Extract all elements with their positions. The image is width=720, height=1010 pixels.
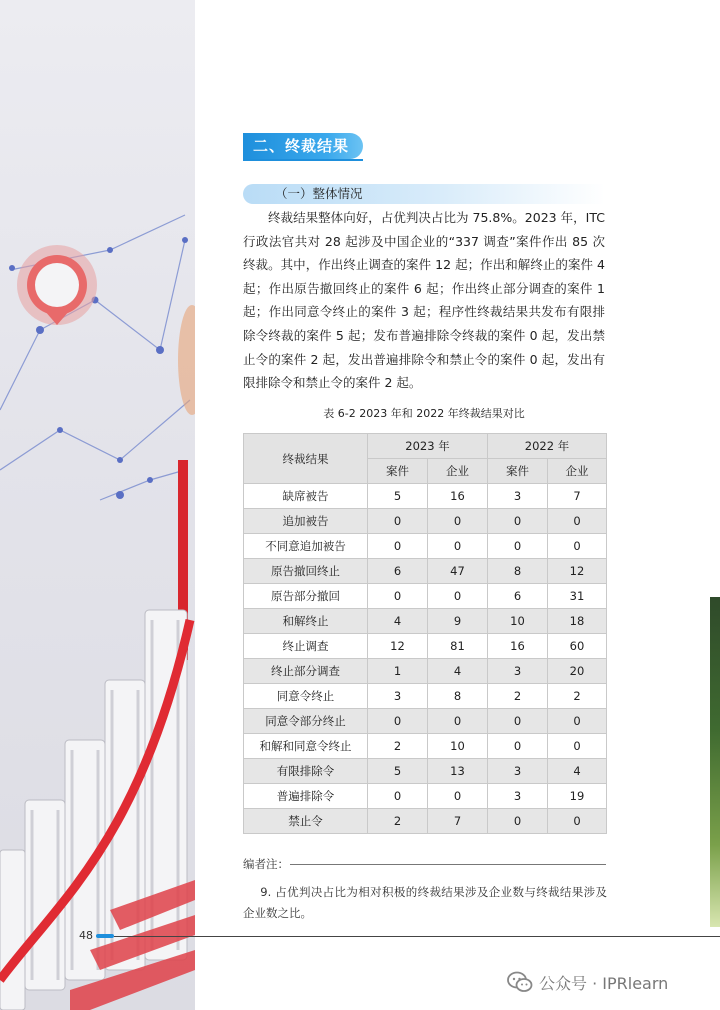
cell-2023-enterprises: 0 [428, 509, 488, 534]
row-label: 追加被告 [244, 509, 368, 534]
table-row [244, 584, 607, 609]
row-label: 不同意追加被告 [244, 534, 368, 559]
table-caption: 表 6-2 2023 年和 2022 年终裁结果对比 [323, 407, 525, 420]
cell-2022-enterprises: 4 [548, 759, 607, 784]
cell-2023-cases: 0 [368, 509, 428, 534]
cell-2022-cases: 0 [488, 734, 548, 759]
subheader-2022-enterprises: 企业 [548, 459, 607, 484]
cell-2023-cases: 0 [368, 534, 428, 559]
column-header-year-2023: 2023 年 [368, 434, 488, 459]
cell-2023-cases: 12 [368, 634, 428, 659]
cell-2022-cases: 8 [488, 559, 548, 584]
section-title: 二、终裁结果 [243, 133, 363, 159]
subheader-2023-cases: 案件 [368, 459, 428, 484]
cell-2023-enterprises: 47 [428, 559, 488, 584]
cell-2023-cases: 4 [368, 609, 428, 634]
cell-2022-enterprises: 20 [548, 659, 607, 684]
footer-divider [114, 936, 720, 937]
cell-2022-cases: 2 [488, 684, 548, 709]
row-label: 原告撤回终止 [244, 559, 368, 584]
table-row [244, 734, 607, 759]
row-label: 终止部分调查 [244, 659, 368, 684]
cell-2023-cases: 0 [368, 784, 428, 809]
cell-2023-enterprises: 0 [428, 784, 488, 809]
cell-2022-enterprises: 0 [548, 809, 607, 834]
cell-2022-enterprises: 0 [548, 509, 607, 534]
notes-label: 编者注： [243, 857, 289, 871]
watermark [507, 970, 668, 994]
row-label: 和解终止 [244, 609, 368, 634]
cell-2023-enterprises: 9 [428, 609, 488, 634]
wechat-icon [507, 971, 533, 993]
table-row [244, 559, 607, 584]
cell-2022-cases: 0 [488, 534, 548, 559]
results-comparison-table [243, 433, 607, 834]
table-row [244, 659, 607, 684]
row-label: 缺席被告 [244, 484, 368, 509]
cell-2023-enterprises: 8 [428, 684, 488, 709]
cell-2023-cases: 3 [368, 684, 428, 709]
cell-2022-cases: 3 [488, 784, 548, 809]
cell-2023-cases: 0 [368, 584, 428, 609]
subheader-2023-enterprises: 企业 [428, 459, 488, 484]
cell-2023-cases: 2 [368, 809, 428, 834]
row-label: 终止调查 [244, 634, 368, 659]
notes-divider [290, 864, 606, 865]
table-row [244, 509, 607, 534]
cell-2022-enterprises: 7 [548, 484, 607, 509]
column-header-result: 终裁结果 [244, 434, 368, 484]
page-number: 48 [79, 929, 93, 942]
row-label: 普遍排除令 [244, 784, 368, 809]
cell-2022-enterprises: 2 [548, 684, 607, 709]
cell-2022-enterprises: 31 [548, 584, 607, 609]
cell-2023-enterprises: 16 [428, 484, 488, 509]
row-label: 和解和同意令终止 [244, 734, 368, 759]
cell-2022-enterprises: 18 [548, 609, 607, 634]
cell-2023-enterprises: 81 [428, 634, 488, 659]
subsection-title: （一）整体情况 [243, 184, 605, 204]
cell-2022-enterprises: 12 [548, 559, 607, 584]
cell-2023-cases: 2 [368, 734, 428, 759]
body-paragraph: 终裁结果整体向好，占优判决占比为 75.8%。2023 年，ITC 行政法官共对 28 起涉及中国企业的“337 调查”案件作出 85 次终裁。其中，作出终止调查的案件 12 起；作出和解终止的案件 4 起；作出原告撤回终止的案件 6 起；作出终止部分调查的案件 1 起；作出同意令终止的案件 3 起；程序性终裁结果共发布有限排除令终裁的案件 5 起；发布普遍排除令终裁的案件 0 起，发出禁止令的案件 2 起，发出普遍排除令和禁止令的案件 0 起，发出有限排除令和禁止令的案件 2 起。 [243, 210, 605, 391]
cell-2023-enterprises: 4 [428, 659, 488, 684]
cell-2022-cases: 0 [488, 709, 548, 734]
cell-2023-cases: 6 [368, 559, 428, 584]
cell-2023-enterprises: 0 [428, 584, 488, 609]
cell-2023-enterprises: 13 [428, 759, 488, 784]
cell-2022-cases: 3 [488, 484, 548, 509]
row-label: 有限排除令 [244, 759, 368, 784]
cell-2023-cases: 1 [368, 659, 428, 684]
cell-2022-cases: 16 [488, 634, 548, 659]
cell-2023-enterprises: 0 [428, 534, 488, 559]
right-edge-decoration [710, 597, 720, 927]
cell-2022-cases: 3 [488, 659, 548, 684]
table-row [244, 484, 607, 509]
cell-2022-cases: 10 [488, 609, 548, 634]
cell-2023-enterprises: 0 [428, 709, 488, 734]
row-label: 禁止令 [244, 809, 368, 834]
row-label: 原告部分撤回 [244, 584, 368, 609]
row-label: 同意令部分终止 [244, 709, 368, 734]
cell-2023-enterprises: 7 [428, 809, 488, 834]
table-row [244, 534, 607, 559]
cell-2022-cases: 6 [488, 584, 548, 609]
cell-2022-cases: 3 [488, 759, 548, 784]
cell-2023-cases: 0 [368, 709, 428, 734]
row-label: 同意令终止 [244, 684, 368, 709]
cell-2022-enterprises: 19 [548, 784, 607, 809]
table-row [244, 759, 607, 784]
cell-2023-cases: 5 [368, 759, 428, 784]
watermark-text: 公众号 · IPRlearn [539, 973, 669, 993]
cell-2022-enterprises: 0 [548, 709, 607, 734]
background-decoration [0, 0, 195, 1010]
table-row [244, 684, 607, 709]
table-row [244, 809, 607, 834]
page-marker [96, 934, 114, 938]
cell-2023-enterprises: 10 [428, 734, 488, 759]
cell-2022-enterprises: 0 [548, 534, 607, 559]
table-row [244, 709, 607, 734]
cell-2022-enterprises: 0 [548, 734, 607, 759]
column-header-year-2022: 2022 年 [488, 434, 607, 459]
table-row [244, 609, 607, 634]
cell-2022-enterprises: 60 [548, 634, 607, 659]
table-row [244, 634, 607, 659]
subheader-2022-cases: 案件 [488, 459, 548, 484]
cell-2023-cases: 5 [368, 484, 428, 509]
chart-photo-illustration [0, 0, 195, 1010]
table-row [244, 784, 607, 809]
cell-2022-cases: 0 [488, 509, 548, 534]
cell-2022-cases: 0 [488, 809, 548, 834]
footnote: 9. 占优判决占比为相对积极的终裁结果涉及企业数与终裁结果涉及企业数之比。 [243, 885, 607, 920]
